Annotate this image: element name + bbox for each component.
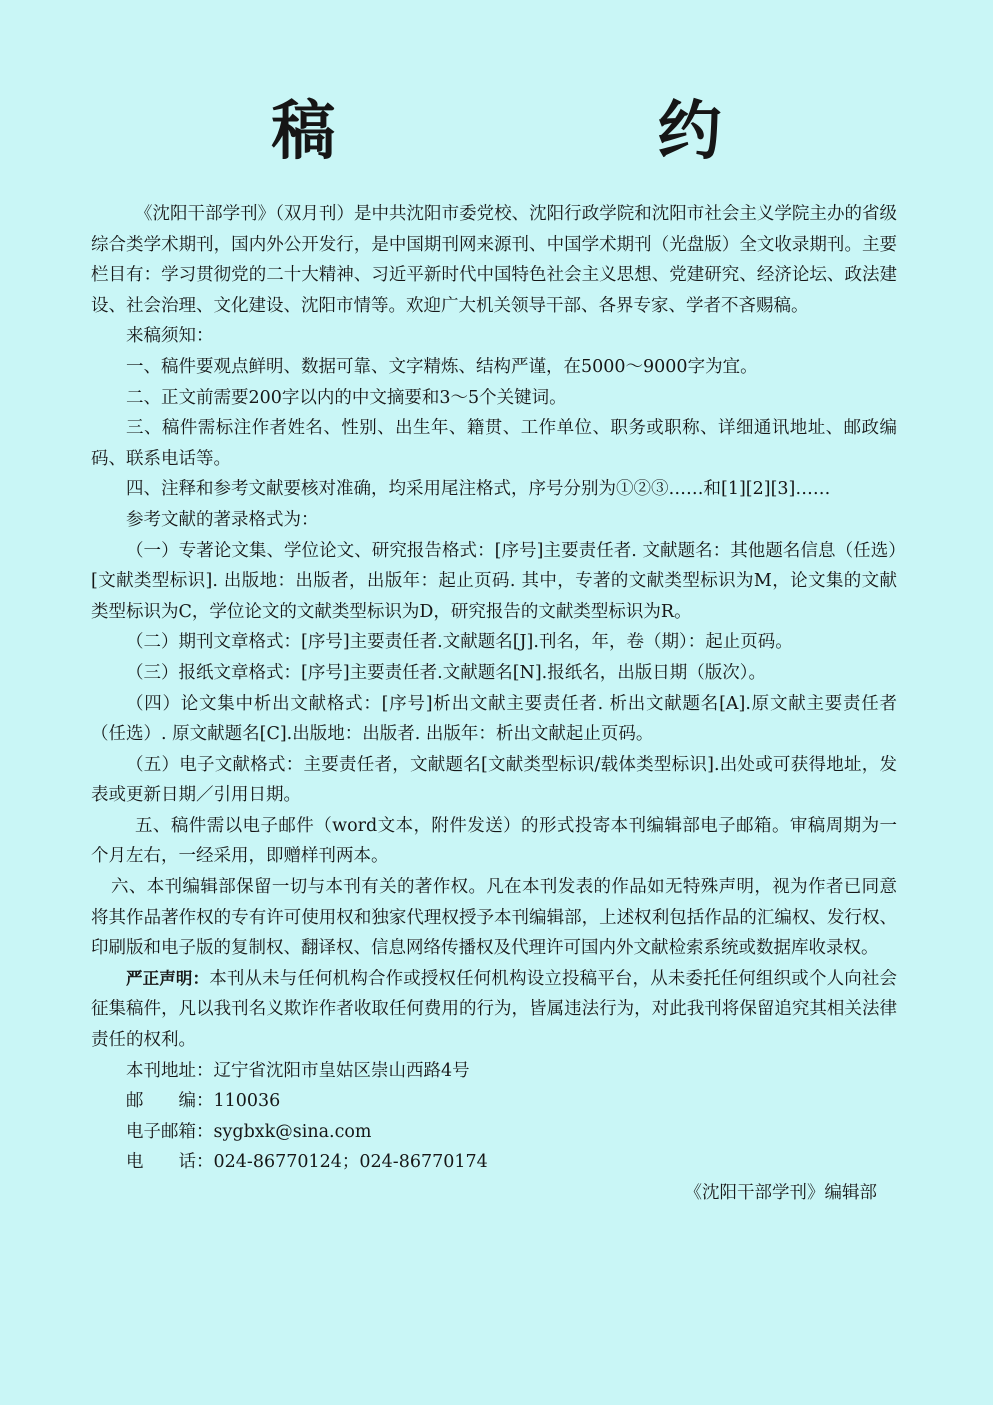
- rule-6: 六、本刊编辑部保留一切与本刊有关的著作权。凡在本刊发表的作品如无特殊声明，视为作者已同意将其作品著作权的专有许可使用权和独家代理权授予本刊编辑部，上述权利包括作品的汇编权、发行权、印刷版和电子版的复制权、翻译权、信息网络传播权及代理许可国内外文献检索系统或数据库收录权。: [91, 877, 897, 959]
- intro-paragraph: 《沈阳干部学刊》（双月刊）是中共沈阳市委党校、沈阳行政学院和沈阳市社会主义学院主办的省级综合类学术期刊，国内外公开发行，是中国期刊网来源刊、中国学术期刊（光盘版）全文收录期刊。主要栏目有：学习贯彻党的二十大精神、习近平新时代中国特色社会主义思想、党建研究、经济论坛、政法建设、社会治理、文化建设、沈阳市情等。欢迎广大机关领导干部、各界专家、学者不吝赐稿。: [91, 204, 897, 316]
- rule-2: 二、正文前需要200字以内的中文摘要和3～5个关键词。: [126, 387, 567, 408]
- ref-format-3: （三）报纸文章格式：[序号]主要责任者.文献题名[N].报纸名，出版日期（版次）。: [126, 662, 766, 683]
- ref-format-1: （一）专著论文集、学位论文、研究报告格式：[序号]主要责任者. 文献题名：其他题名信息（任选）[文献类型标识]. 出版地：出版者，出版年：起止页码. 其中，专著的文献类型标识为M，论文集的文献类型标识为C，学位论文的文献类型标识为D，研究报告的文献类型标识为R。: [91, 540, 897, 622]
- references-heading: 参考文献的著录格式为：: [126, 509, 319, 530]
- notice-heading: 来稿须知：: [126, 326, 214, 347]
- page-title: 稿 约: [271, 95, 872, 169]
- rule-4: 四、注释和参考文献要核对准确，均采用尾注格式，序号分别为①②③……和[1][2][3]……: [126, 479, 831, 500]
- statement-label: 严正声明：: [126, 968, 210, 988]
- rule-5: 五、稿件需以电子邮件（word文本，附件发送）的形式投寄本刊编辑部电子邮箱。审稿周期为一个月左右，一经采用，即赠样刊两本。: [91, 815, 897, 867]
- ref-format-2: （二）期刊文章格式：[序号]主要责任者.文献题名[J].刊名，年，卷（期）：起止页码。: [126, 632, 793, 653]
- content-body: [91, 199, 897, 1209]
- contact-address: 本刊地址：辽宁省沈阳市皇姑区崇山西路4号: [126, 1060, 470, 1081]
- rule-1: 一、稿件要观点鲜明、数据可靠、文字精炼、结构严谨，在5000～9000字为宜。: [126, 356, 758, 377]
- rule-3: 三、稿件需标注作者姓名、性别、出生年、籍贯、工作单位、职务或职称、详细通讯地址、邮政编码、联系电话等。: [91, 418, 897, 469]
- ref-format-5: （五）电子文献格式：主要责任者，文献题名[文献类型标识/载体类型标识].出处或可获得地址，发表或更新日期／引用日期。: [91, 754, 897, 806]
- editorial-signature: 《沈阳干部学刊》编辑部: [684, 1183, 877, 1203]
- contact-postcode: 邮 编：110036: [126, 1091, 281, 1112]
- solemn-statement: [91, 964, 897, 1056]
- contact-phone: 电 话：024-86770124；024-86770174: [126, 1152, 488, 1173]
- contact-email: 电子邮箱：sygbxk@sina.com: [126, 1121, 372, 1142]
- statement-text: 本刊从未与任何机构合作或授权任何机构设立投稿平台，从未委托任何组织或个人向社会征集稿件，凡以我刊名义欺诈作者收取任何费用的行为，皆属违法行为，对此我刊将保留追究其相关法律责任的权利。: [91, 968, 898, 1051]
- ref-format-4: （四）论文集中析出文献格式：[序号]析出文献主要责任者. 析出文献题名[A].原文献主要责任者（任选）. 原文献题名[C].出版地：出版者. 出版年：析出文献起止页码。: [91, 693, 897, 745]
